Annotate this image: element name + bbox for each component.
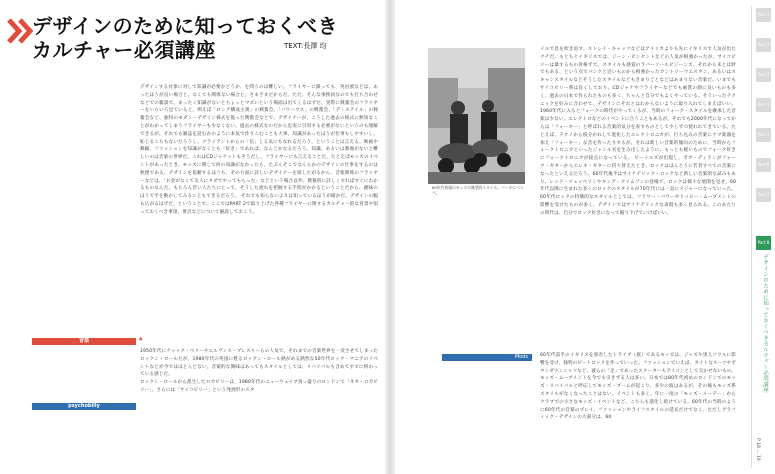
side-tab-part-1[interactable]: Part 1 <box>756 8 771 22</box>
right-paragraph-2: ビートルズが出現し、ボブ・ディランがフォーク・ギターからエレキ・ギターに持ち替えたとき、ロックはほんとうに若者すべての音楽になったといえるだろう。60年代後半はサイケデリック・ロックなど新しい音楽的な試みもあり、レッド・ツェッペリンやキング・クリムゾンの登場で、ロックは様々な展開を見せ、60年代以降に生まれた多くのロックのスタイルが70年代には一気にメジャーになっていった。60年代ロックの特徴的なスタイルとしては、フラワー・パワーやヒッピー・ムーブメントの影響を受けたものが多く、デザインではサイケデリックな表現も多く見られる。このあたりの時代は、自分でロック好きになって掘り下げていけばいい。 <box>540 156 737 216</box>
side-tab-part-8-active[interactable]: Part 8 <box>756 236 771 250</box>
star-icon: ★ <box>138 336 144 343</box>
right-paragraph-1: イルで息を吹き返す。ストレイ・キャッツなどはアメリカよりも先にイギリスで人気が出たクチだ。もともとイギリスでは、ジーン・ビンセントなどの人気が根強かったが、サイコビリーは暴するもの骨格ずで、スタイルも感覚のラバーソールビジーンズ。それから未とは肘でもある、という点でパンクと近いものから根強かったカントリーウエスタン、あるいはスキャンスタイルなどそうしたスタイルなどもきまりごとなどはあまりない音楽だ。いまでもサイコビリー系は良くしており、CDジャケやフライヤーなどでも画質の割に良いものも多く、過去の日本で作られたものも多く、ちゃんと自分でもよくやっている。そういったテクニックを好みに合わせて、デザインにそれとはわからないように取り入れてしまえばいい。1960年代に入るとフォークの時代がやってくるが、当時のフォーク・スタイルを継承した音楽は少ない。エレクトロなどのイベントに合うこともあるが、それでも2000年代になってからは「フォーキー」と呼ばれる音楽的気分を表すものとして少しずつ使われてきている。たとえば、テクノから枝分かれして進化したエレクトロニカが、打ち込みの音楽にナマ楽器を加え「フォーキー」な音を作ったりするが、それは新しい音楽的傾向のために、当時からフォークトロニカといったジャンル名を生み出したように、もっとも軽いものでフォーク好きにフォークトロニカが接点になっている。 <box>540 47 736 162</box>
intro-paragraph-2: それでも知らないよりは知っているほうが確かだ。デザインの幅も広がるはずだ。ということで、ここではPART 2で取り上げた各種フライヤーに関するカルチャー的な背景や知っておくべき事項、要点などについて解説しておこう。 <box>140 194 378 215</box>
article-title <box>32 14 338 62</box>
side-tab-part-6[interactable]: Part 6 <box>756 158 771 172</box>
page-number: P 18 ... 19 <box>755 438 760 461</box>
side-tab-part-2[interactable]: Part 2 <box>756 38 771 52</box>
music-paragraph: 1950年代にチャック・ベリーやエルヴィス・プレスリーらの人気で、それまでの音楽世界を一変させてしまったロックン・ロールだが、1980年代の英国に甦るロックン・ロール熱がある熱烈な50年代ロック・マニアのイベントなどが今ではほとんどない。音楽的な興味はあってもスタイルとしては、リバイバルも含めてすでに終わっている感じだ。 <box>140 349 378 378</box>
intro-paragraph: デザインする対象に対して知識が必要かどうか、を問うのは難しい。フライヤーに限っても、英岩族などは、あったほうが良い場合と、なくても関係ない場合と、さまざまだからだ。ただ、そんな事務員なのでも打ち合わせなどでの雑談で、まったく知識がないとちょっとマズいという場面は出てくるはずだ。実際に興奮会のフライヤーをいろいろ見ていると、例えば「ロシア構成主義」の興奮会、「バウハウス」の興奮会、「デ・ステイル」の興奮会など、独特のモダン・デザイン様式を扱った興奮会などで、デザイナーが、こうした過去の様式に無知なことがわかってしまうフライヤーも少なくない。過去の様式なのだから忠実に引用する必要がないというのも理解できるが、それでも雑誌を読むかのように本気で作りこむことも大事。知識があったほうが仕事もしやすいし、恥じるこちもないだろうし、クライアントからの「信」じる気にもなれるだろう、ということは言える。映画や舞踊、ファッションを知識がなくとも「好き」であれば、なんとかなるだろう。知識、あるいは教養がないと難しいのは音楽の世界だ。これはCDジャケットもそうだし、フライヤーにも言えることだ。たとえばモッズのイベントがあったとき、モッズに関して何の知識がなかったら、たぶんそこでなんらかのデザインの仕事をするのは無理である。デザインを依頼するほうも、その方面に詳しいデザイナーを探したがるから、音楽関係のフライヤーなどは、「お金がなくて友人にタダでやってもらった」などという場合以外、教養的に詳しくすればすぐにわかるものなんだ。もちろん若い人たちにとって、そうした流れを把握する手間がかかるということだから、趣味のほうで手を動かしてみることもできるだろう。 <box>140 85 378 200</box>
text-credit: TEXT:長澤 均 <box>284 42 327 50</box>
mods-body <box>540 352 736 422</box>
mods-paragraph: 60年代前半のイギリスを席巻したトライブ（族）であるモッズは、ジャズや黒人ソウルに影響を受け、独特のビートロックを作っていった。ファッションでいえば、タイトなスーツやボタンダウンシャツなど、彼らの「足」であったスクーターもアイコンとして欠かせないもの。モッズ・ムーブメントを今でも引きずる人は多い。日本では80年代初めのロンドンでのモッズ・リバイバルと呼応してモッズ・ブームが起こり、多少の波はあるが、その後もモッズ系スタイルがなくなったことはない。イベントも多く、年に一度の「モッズ・メーデー」からクラブでの小さなモッズ・イベントなど、こちらも進化し続けている。60年代の当時のように60年代の音楽のプレイ、ファッションやライフスタイルの延長だけでなく、ただしグラフィック・デザインの大部分は、60 <box>540 353 736 421</box>
page-gutter <box>385 0 395 474</box>
intro-body <box>140 84 378 217</box>
vertical-running-title: デザインのために知っておくべきカルチャー必須講座 <box>762 254 768 394</box>
psychobilly-paragraph: ロックン・ロールから派生したロカビリーは、1980年代のニューウェイブ真っ盛りのロンドンで「ネオ・ロカビリー」、さらには「サイコビリー」という発展形のスタ <box>140 380 378 393</box>
photo-caption: 60年代初頭のモッズの典型的スタイル。パーカにベスパ。 <box>432 185 524 195</box>
mods-photo <box>428 48 525 184</box>
section-tag-mods: Mods <box>442 354 532 361</box>
side-tab-part-5[interactable]: Part 5 <box>756 128 771 142</box>
scooter-photo-illustration <box>428 48 525 184</box>
section-tag-psychobilly: psychobilly <box>32 403 136 410</box>
section-tag-music: 音楽 <box>32 338 136 345</box>
music-body <box>140 348 378 395</box>
side-tab-part-7[interactable]: Part 7 <box>756 188 771 202</box>
side-tab-part-4[interactable]: Part 4 <box>756 98 771 112</box>
title-line-2: カルチャー必須講座 <box>32 38 216 62</box>
title-line-1: デザインのために知っておくべき <box>32 14 339 38</box>
right-column-body <box>540 46 736 218</box>
side-tab-part-3[interactable]: Part 3 <box>756 68 771 82</box>
